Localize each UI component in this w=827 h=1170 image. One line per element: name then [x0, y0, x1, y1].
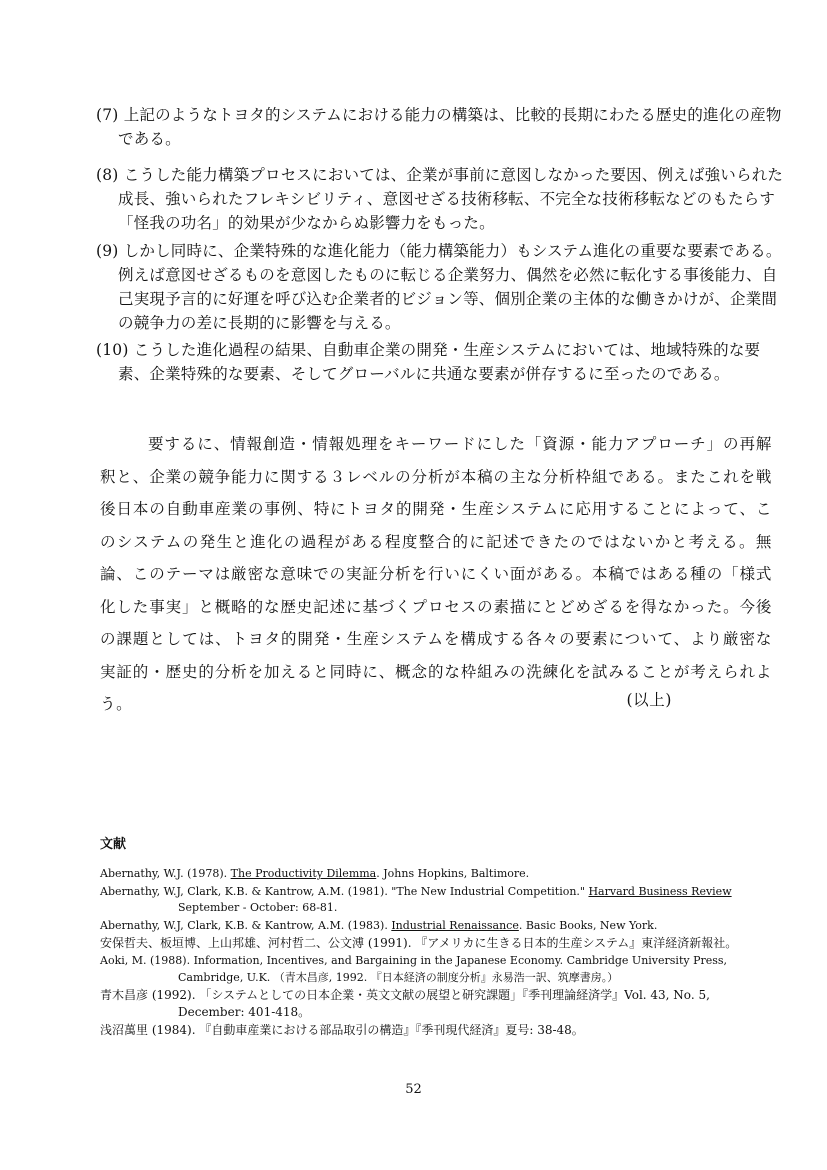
reference-entry [100, 987, 770, 1021]
reference-text: . Johns Hopkins, Baltimore. [376, 867, 530, 880]
reference-text: Aoki, M. (1988). Information, Incentives, and Bargaining in the Japanese Economy. Cambridge University Press, Cambridge, U.K. （青木昌彦, 1992. 『日本経済の制度分析』永易浩一訳、筑摩書房。） [100, 954, 728, 984]
reference-text: Abernathy, W.J, Clark, K.B. & Kantrow, A.M. (1981). "The New Industrial Competition." [100, 884, 589, 898]
reference-text: Abernathy, W.J. (1978). [100, 867, 231, 880]
reference-text: September - October: 68-81. [178, 901, 338, 914]
item-number: (10) [96, 341, 129, 359]
item-text: 上記のようなトヨタ的システムにおける能力の構築は、比較的長期にわたる歴史的進化の産物である。 [118, 106, 782, 148]
summary-item-7 [96, 103, 790, 151]
reference-entry [100, 1022, 770, 1039]
reference-title: Harvard Business Review [588, 884, 732, 898]
references-heading: 文献 [100, 837, 127, 852]
reference-text: 青木昌彦 (1992). 「システムとしての日本企業・英文文献の展望と研究課題」『季刊理論経済学』Vol. 43, No. 5, December: 401-418。 [100, 988, 710, 1019]
reference-text: Abernathy, W.J, Clark, K.B. & Kantrow, A.M. (1983). [100, 918, 392, 932]
reference-entry [100, 884, 770, 917]
page-number: 52 [405, 1082, 422, 1097]
references-list [100, 866, 770, 1040]
conclusion-paragraph [100, 428, 772, 721]
item-number: (7) [96, 106, 119, 124]
paragraph-text: 要するに、情報創造・情報処理をキーワードにした「資源・能力アプローチ」の再解釈と、企業の競争能力に関する３レベルの分析が本稿の主な分析枠組である。またこれを戦後日本の自動車産業の事例、特にトヨタ的開発・生産システムに応用することによって、このシステムの発生と進化の過程がある程度整合的に記述できたのではないかと考える。無論、このテーマは厳密な意味での実証分析を行いにくい面がある。本稿ではある種の「様式化した事実」と概略的な歴史記述に基づくプロセスの素描にとどめざるを得なかった。今後の課題としては、トヨタ的開発・生産システムを構成する各々の要素について、より厳密な実証的・歴史的分析を加えると同時に、概念的な枠組みの洗練化を試みることが考えられよう。 [100, 435, 772, 713]
reference-entry [100, 866, 770, 883]
summary-item-9 [96, 239, 790, 335]
reference-entry [100, 953, 770, 986]
reference-text: 安保哲夫、板垣博、上山邦雄、河村哲二、公文溥 (1991). 『アメリカに生きる日本的生産システム』東洋経済新報社。 [100, 936, 738, 950]
reference-text: . Basic Books, New York. [518, 918, 658, 932]
reference-entry [100, 935, 770, 952]
reference-entry [100, 918, 770, 935]
reference-title: Industrial Renaissance [391, 918, 519, 932]
item-number: (9) [96, 242, 119, 260]
reference-title: The Productivity Dilemma [230, 867, 377, 880]
item-text: しかし同時に、企業特殊的な進化能力（能力構築能力）もシステム進化の重要な要素である。例えば意図せざるものを意図したものに転じる企業努力、偶然を必然に転化する事後能力、自己実現予言的に好運を呼び込む企業者的ビジョン等、個別企業の主体的な働きかけが、企業間の競争力の差に長期的に影響を与える。 [118, 242, 782, 332]
paragraph-end-mark: (以上) [626, 691, 672, 709]
item-text: こうした能力構築プロセスにおいては、企業が事前に意図しなかった要因、例えば強いられた成長、強いられたフレキシビリティ、意図せざる技術移転、不完全な技術移転などのもたらす「怪我の功名」的効果が少なからぬ影響力をもった。 [118, 166, 784, 232]
reference-text: 浅沼萬里 (1984). 『自動車産業における部品取引の構造』『季刊現代経済』夏号: 38-48。 [100, 1023, 584, 1037]
summary-item-8 [96, 163, 790, 235]
item-number: (8) [96, 166, 119, 184]
summary-item-10 [96, 338, 790, 386]
item-text: こうした進化過程の結果、自動車企業の開発・生産システムにおいては、地域特殊的な要素、企業特殊的な要素、そしてグローバルに共通な要素が併存するに至ったのである。 [118, 341, 761, 383]
